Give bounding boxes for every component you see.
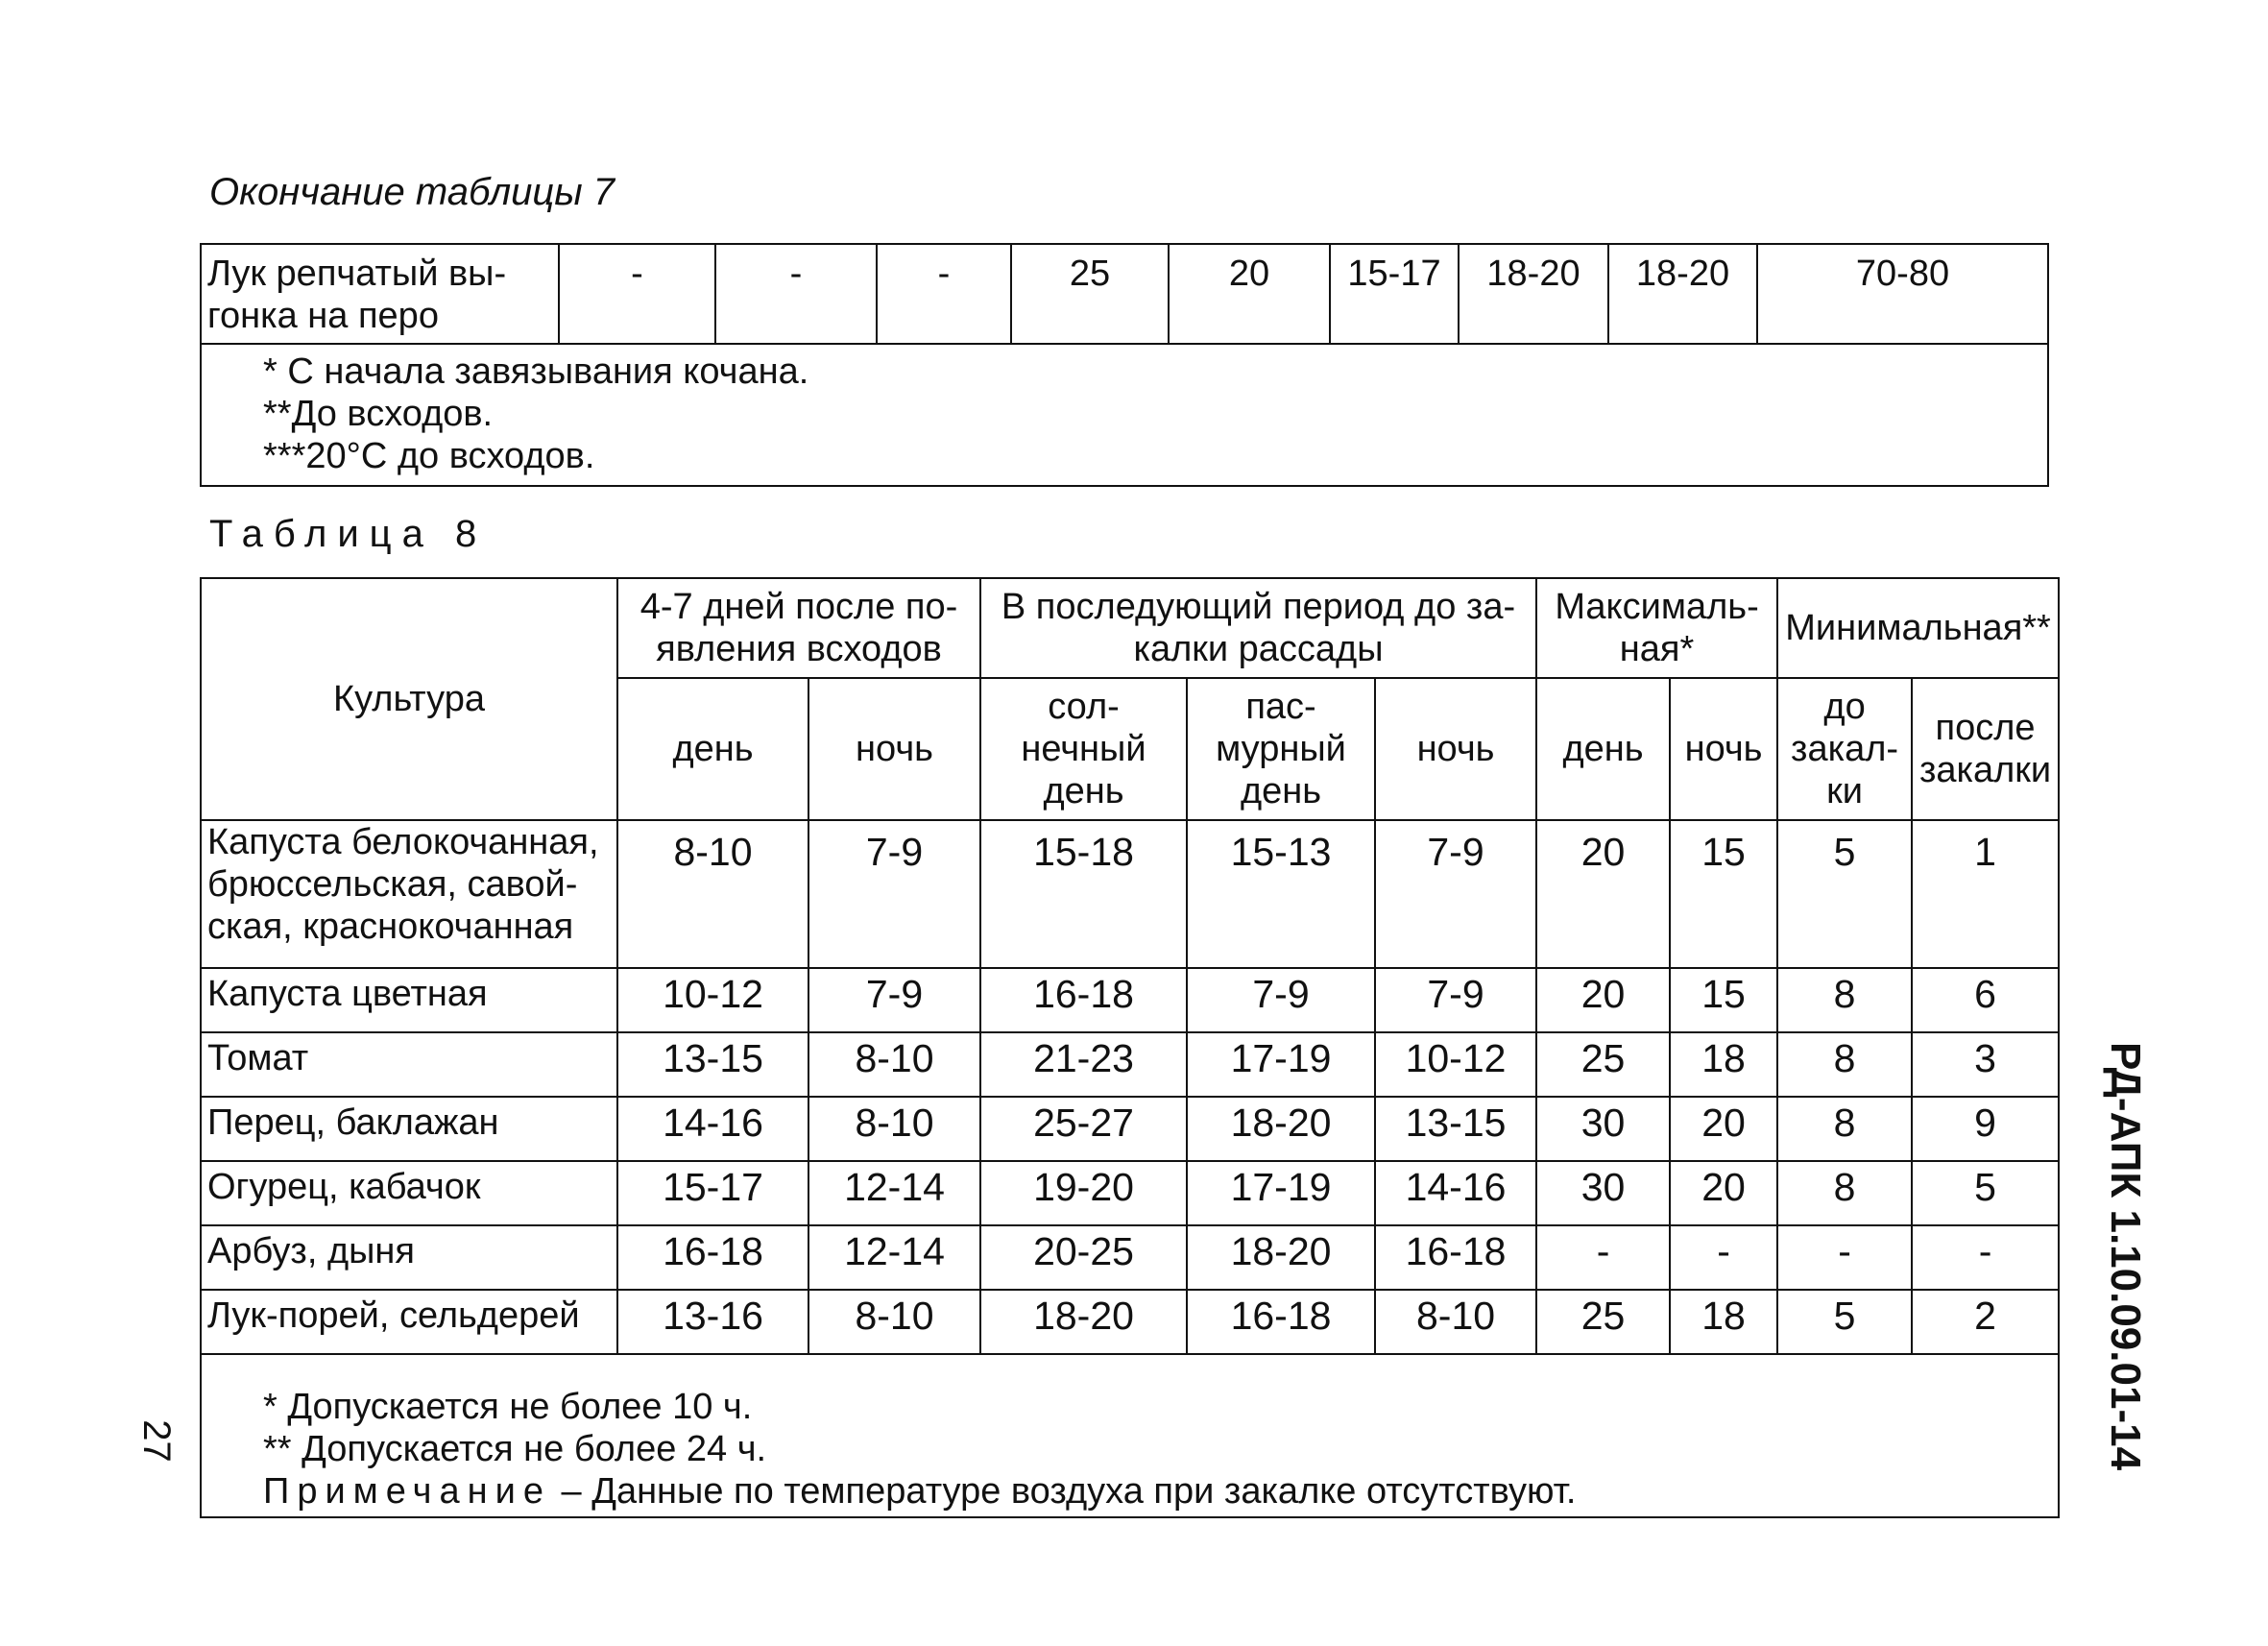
table-cell: 30 [1536,1097,1670,1161]
culture-name [201,820,617,968]
header-line: день [1043,771,1124,811]
table-cell: 18-20 [980,1290,1187,1354]
culture-name [201,1290,617,1354]
table-cell: 7-9 [1375,968,1536,1032]
table-cell: 5 [1777,1290,1912,1354]
table-cell: 15-18 [980,820,1187,968]
table-cell: - [877,244,1011,344]
header-line: Максималь- [1555,587,1759,627]
table-7-notes [201,344,2048,486]
header-line: сол- [1048,687,1120,727]
table-cell: 2 [1912,1290,2059,1354]
table-8-notes [201,1354,2059,1517]
subheader-max-day: день [1536,678,1670,820]
table-cell: 18 [1670,1032,1777,1097]
table-cell: 13-15 [617,1032,808,1097]
table-cell: 8 [1777,1161,1912,1225]
table-row [201,820,2059,968]
table-cell: 8-10 [808,1097,980,1161]
header-line: нечный [1021,729,1146,769]
table-cell: 15 [1670,968,1777,1032]
culture-header: Культура [201,578,617,820]
footnote: * Допускается не более 10 ч. [263,1387,753,1427]
table-cell: 9 [1912,1097,2059,1161]
table-cell: - [559,244,715,344]
table-cell: 5 [1777,820,1912,968]
header-line: калки рассады [1133,629,1384,669]
table-cell: 15-17 [1330,244,1459,344]
table-cell: 12-14 [808,1225,980,1290]
table-cell: 10-12 [1375,1032,1536,1097]
table-cell: 70-80 [1757,244,2048,344]
table-cell: 8 [1777,968,1912,1032]
table-cell: 30 [1536,1161,1670,1225]
notes-row [201,1354,2059,1517]
subheader-night: ночь [808,678,980,820]
table-cell: 13-15 [1375,1097,1536,1161]
table-8-body [201,820,2059,1354]
table-row [201,968,2059,1032]
footnote: **До всходов. [263,394,494,434]
notes-row [201,344,2048,486]
header-line: ки [1826,771,1863,811]
culture-name [201,1032,617,1097]
header-line: явления всходов [656,629,942,669]
name-line: брюссельская, савой- [207,864,578,905]
table-cell: 25-27 [980,1097,1187,1161]
name-line: ская, краснокочанная [207,907,574,947]
header-line: до [1823,687,1866,727]
culture-name [201,968,617,1032]
table-row [201,1097,2059,1161]
subheader-cloudy-day [1187,678,1375,820]
table-cell: 15 [1670,820,1777,968]
table-cell: 10-12 [617,968,808,1032]
culture-name [201,1097,617,1161]
table-cell: 6 [1912,968,2059,1032]
table-cell: 14-16 [617,1097,808,1161]
footnote: * С начала завязывания кочана. [263,351,809,392]
subheader-before-hardening [1777,678,1912,820]
table-cell: 20 [1536,968,1670,1032]
table-row [201,244,2048,344]
page-number: 27 [134,1419,178,1463]
table-cell: 8-10 [617,820,808,968]
remark-label: Примечание [263,1471,551,1512]
table-8-caption: Таблица 8 [209,513,488,555]
footnote: ***20°С до всходов. [263,436,595,476]
header-line: пас- [1245,687,1316,727]
table-cell: 20 [1670,1097,1777,1161]
table-row [201,1161,2059,1225]
table-cell: 20 [1536,820,1670,968]
header-line: закал- [1791,729,1899,769]
table-cell: 17-19 [1187,1161,1375,1225]
table-cell: 17-19 [1187,1032,1375,1097]
table-cell: 8-10 [1375,1290,1536,1354]
table-cell: - [1670,1225,1777,1290]
continuation-caption: Окончание таблицы 7 [209,171,615,213]
header-line: 4-7 дней после по- [639,587,958,627]
table-cell: 7-9 [808,968,980,1032]
table-cell: 20-25 [980,1225,1187,1290]
table-8 [200,577,2060,1518]
subheader-night-later: ночь [1375,678,1536,820]
table-cell: 19-20 [980,1161,1187,1225]
culture-name [201,1225,617,1290]
name-line: Перец, баклажан [207,1102,499,1143]
table-cell: 20 [1670,1161,1777,1225]
table-row [201,1225,2059,1290]
table-cell: 13-16 [617,1290,808,1354]
table-cell: - [1777,1225,1912,1290]
table-cell: 1 [1912,820,2059,968]
table-cell: 8 [1777,1097,1912,1161]
name-line: Лук-порей, сельдерей [207,1295,580,1336]
name-line: Томат [207,1038,309,1078]
subheader-sunny-day [980,678,1187,820]
row-name [201,244,559,344]
remark-text: – Данные по температуре воздуха при закалке отсутствуют. [550,1471,1577,1512]
table-cell: 16-18 [1187,1290,1375,1354]
table-cell: 18-20 [1459,244,1608,344]
name-line: Капуста белокочанная, [207,822,599,862]
table-row [201,1032,2059,1097]
table-7-end [200,243,2049,487]
header-group-minimum: Минимальная** [1777,578,2059,678]
table-cell: 18-20 [1187,1225,1375,1290]
subheader-after-hardening [1912,678,2059,820]
culture-name [201,1161,617,1225]
subheader-day: день [617,678,808,820]
table-cell: 12-14 [808,1161,980,1225]
header-line: В последующий период до за- [1001,587,1516,627]
table-cell: 18-20 [1187,1097,1375,1161]
header-line: мурный [1216,729,1346,769]
table-cell: 16-18 [980,968,1187,1032]
table-cell: 5 [1912,1161,2059,1225]
header-group-later-period [980,578,1536,678]
table-cell: - [1536,1225,1670,1290]
name-line: Капуста цветная [207,974,488,1014]
table-cell: 20 [1169,244,1330,344]
header-line: день [1240,771,1322,811]
name-line: Арбуз, дыня [207,1231,415,1271]
table-cell: 15-13 [1187,820,1375,968]
header-group-first-days [617,578,980,678]
table-cell: 25 [1536,1290,1670,1354]
table-cell: - [1912,1225,2059,1290]
table-cell: 18 [1670,1290,1777,1354]
table-cell: 15-17 [617,1161,808,1225]
header-group-maximum [1536,578,1777,678]
table-cell: 8-10 [808,1290,980,1354]
table-cell: 25 [1536,1032,1670,1097]
table-cell: 8-10 [808,1032,980,1097]
header-line: закалки [1918,750,2052,790]
table-cell: - [715,244,877,344]
name-line: Лук репчатый вы- [207,254,507,294]
header-line: ная* [1619,629,1695,669]
table-row [201,1290,2059,1354]
table-cell: 16-18 [1375,1225,1536,1290]
table-cell: 7-9 [1375,820,1536,968]
table-cell: 16-18 [617,1225,808,1290]
table-cell: 8 [1777,1032,1912,1097]
table-cell: 25 [1011,244,1169,344]
name-line: гонка на перо [207,296,439,336]
header-row-groups [201,578,2059,678]
table-cell: 18-20 [1608,244,1757,344]
table-cell: 3 [1912,1032,2059,1097]
document-code: РД-АПК 1.10.09.01-14 [2102,1042,2149,1471]
subheader-max-night: ночь [1670,678,1777,820]
header-line: после [1935,708,2036,748]
footnote: ** Допускается не более 24 ч. [263,1429,767,1469]
table-cell: 21-23 [980,1032,1187,1097]
table-cell: 7-9 [1187,968,1375,1032]
name-line: Огурец, кабачок [207,1167,481,1207]
table-cell: 14-16 [1375,1161,1536,1225]
table-cell: 7-9 [808,820,980,968]
